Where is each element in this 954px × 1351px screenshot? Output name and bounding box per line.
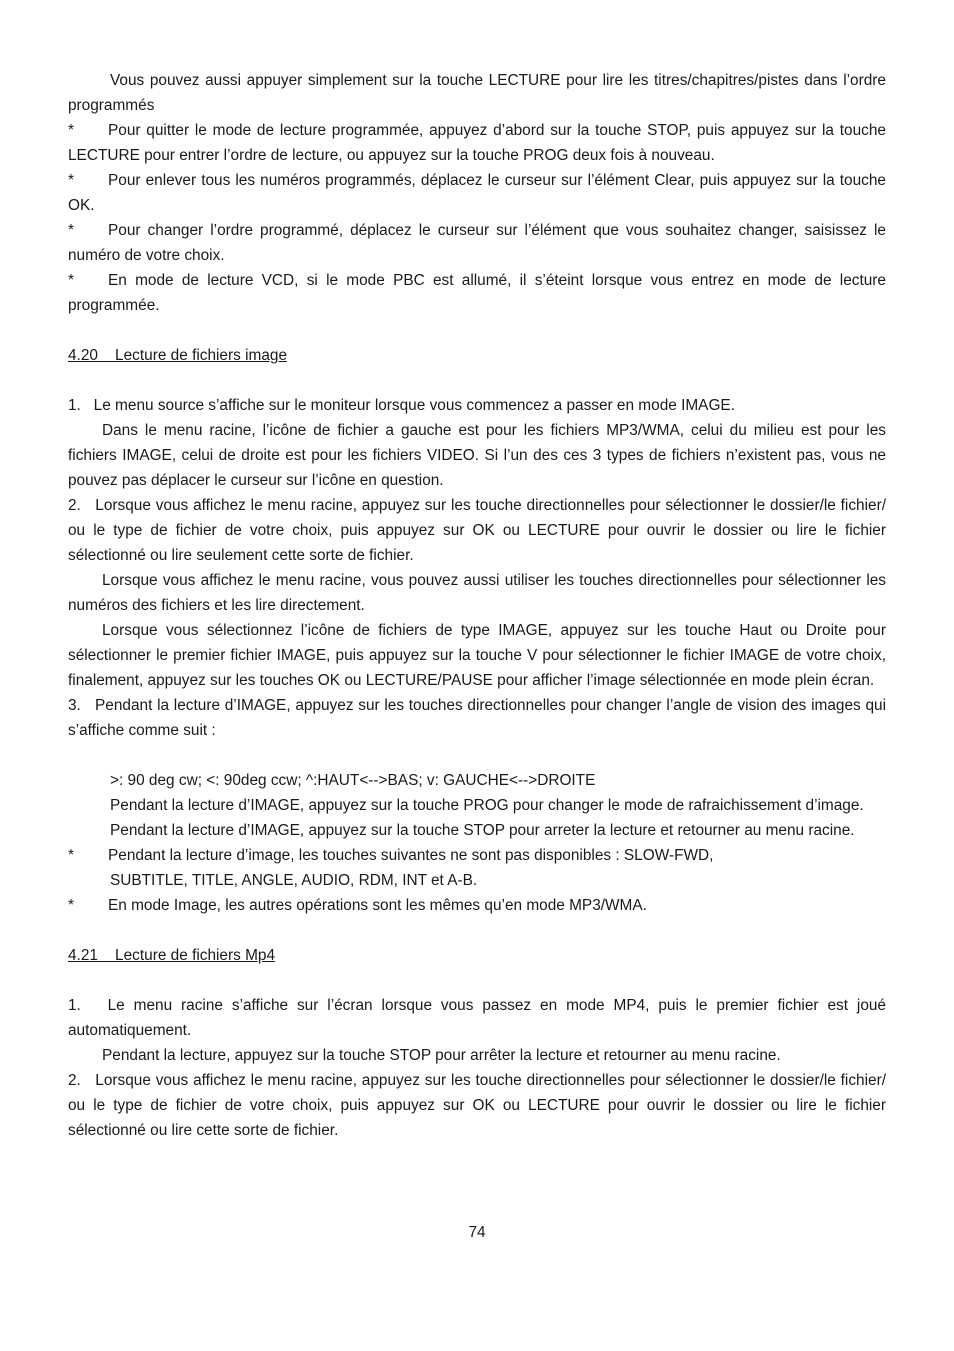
numbered-item-1: 1. Le menu source s’affiche sur le moniteur lorsque vous commencez a passer en mode IMAGE. [68, 397, 735, 414]
bullet-text: En mode de lecture VCD, si le mode PBC est allumé, il s’éteint lorsque vous entrez en mode de lecture programmée. [68, 272, 886, 314]
numbered-item-2: 2. Lorsque vous affichez le menu racine, appuyez sur les touche directionnelles pour sélectionner le dossier/le fichier/ ou le type de fichier de votre choix, puis appuyez sur OK ou LECTURE pour ouvrir le dossier ou lire le fichier sélectionné ou lire seulement cette sorte de fichier. [68, 497, 891, 564]
spacer [68, 368, 886, 393]
numbered-item-mp4-2: 2. Lorsque vous affichez le menu racine, appuyez sur les touche directionnelles pour sélectionner le dossier/le fichier/ ou le type de fichier de votre choix, puis appuyez sur OK ou LECTURE pour ouvrir le dossier ou lire le fichier sélectionné ou lire cette sorte de fichier. [68, 1072, 891, 1139]
paragraph-stop-image: Pendant la lecture d’IMAGE, appuyez sur la touche STOP pour arreter la lecture et retourner au menu racine. [110, 822, 855, 839]
section-heading-text: 4.21 Lecture de fichiers Mp4 [68, 947, 276, 964]
numbered-item-3: 3. Pendant la lecture d’IMAGE, appuyez sur les touches directionnelles pour changer l’angle de vision des images qui s’affiche comme suit : [68, 697, 891, 739]
section-heading-4-21 [68, 943, 886, 968]
bullet-text: Pour changer l’ordre programmé, déplacez le curseur sur l’élément que vous souhaitez changer, saisissez le numéro de votre choix. [68, 222, 886, 264]
paragraph-stop-mp4: Pendant la lecture, appuyez sur la touche STOP pour arrêter la lecture et retourner au menu racine. [102, 1047, 781, 1064]
bullet-text: En mode Image, les autres opérations sont les mêmes qu’en mode MP3/WMA. [108, 897, 647, 914]
bullet-text: Pendant la lecture d’image, les touches suivantes ne sont pas disponibles : SLOW-FWD, [108, 847, 714, 864]
bullet-text: Pour quitter le mode de lecture programmée, appuyez d’abord sur la touche STOP, puis appuyez sur la touche LECTURE pour entrer l’ordre de lecture, ou appuyez sur la touche PROG deux fois à nouveau. [68, 122, 886, 164]
page-number: 74 [468, 1224, 486, 1241]
numbered-item-mp4-1: 1. Le menu racine s’affiche sur l’écran lorsque vous passez en mode MP4, puis le premier fichier est joué automatiquement. [68, 997, 891, 1039]
spacer [68, 743, 886, 768]
document-body [68, 68, 891, 1143]
bullet-change-order: * Pour changer l’ordre programmé, déplacez le curseur sur l’élément que vous souhaitez changer, saisissez le numéro de votre choix. [68, 218, 886, 268]
bullet-clear-numbers: * Pour enlever tous les numéros programmés, déplacez le curseur sur l’élément Clear, puis appuyez sur la touche OK. [68, 168, 886, 218]
bullet-vcd-pbc: * En mode de lecture VCD, si le mode PBC est allumé, il s’éteint lorsque vous entrez en mode de lecture programmée. [68, 268, 886, 318]
bullet-unavailable-keys: * Pendant la lecture d’image, les touches suivantes ne sont pas disponibles : SLOW-FWD, [68, 843, 886, 868]
paragraph-root-menu-icons: Dans le menu racine, l’icône de fichier a gauche est pour les fichiers MP3/WMA, celui du milieu est pour les fichiers IMAGE, celui de droite est pour les fichiers VIDEO. Si l’un des ces 3 types de fichiers n’existent pas, vous ne pouvez pas déplacer le curseur sur l’icône en question. [68, 422, 886, 489]
section-heading-text: 4.20 Lecture de fichiers image [68, 347, 288, 364]
spacer [68, 968, 886, 993]
bullet-image-other-ops: * En mode Image, les autres opérations sont les mêmes qu’en mode MP3/WMA. [68, 893, 886, 918]
spacer [68, 918, 886, 943]
section-heading-4-20 [68, 343, 886, 368]
bullet-continuation: SUBTITLE, TITLE, ANGLE, AUDIO, RDM, INT et A-B. [110, 872, 478, 889]
paragraph-prog-refresh: Pendant la lecture d’IMAGE, appuyez sur la touche PROG pour changer le mode de rafraichissement d’image. [110, 797, 864, 814]
rotation-keys-line: >: 90 deg cw; <: 90deg ccw; ^:HAUT<-->BAS; v: GAUCHE<-->DROITE [110, 772, 596, 789]
paragraph-select-image-icon: Lorsque vous sélectionnez l’icône de fichiers de type IMAGE, appuyez sur les touche Haut ou Droite pour sélectionner le premier fichier IMAGE, puis appuyez sur la touche V pour sélectionner le fichier IMAGE de votre choix, finalement, appuyez sur les touches OK ou LECTURE/PAUSE pour afficher l’image sélectionnée en mode plein écran. [68, 622, 886, 689]
bullet-quit-programmed: * Pour quitter le mode de lecture programmée, appuyez d’abord sur la touche STOP, puis appuyez sur la touche LECTURE pour entrer l’ordre de lecture, ou appuyez sur la touche PROG deux fois à nouveau. [68, 118, 886, 168]
paragraph-select-numbers: Lorsque vous affichez le menu racine, vous pouvez aussi utiliser les touches directionnelles pour sélectionner les numéros des fichiers et les lire directement. [68, 572, 886, 614]
bullet-text: Pour enlever tous les numéros programmés, déplacez le curseur sur l’élément Clear, puis appuyez sur la touche OK. [68, 172, 886, 214]
spacer [68, 318, 886, 343]
paragraph-play-programmed: Vous pouvez aussi appuyer simplement sur la touche LECTURE pour lire les titres/chapitres/pistes dans l’ordre programmés [68, 72, 886, 114]
